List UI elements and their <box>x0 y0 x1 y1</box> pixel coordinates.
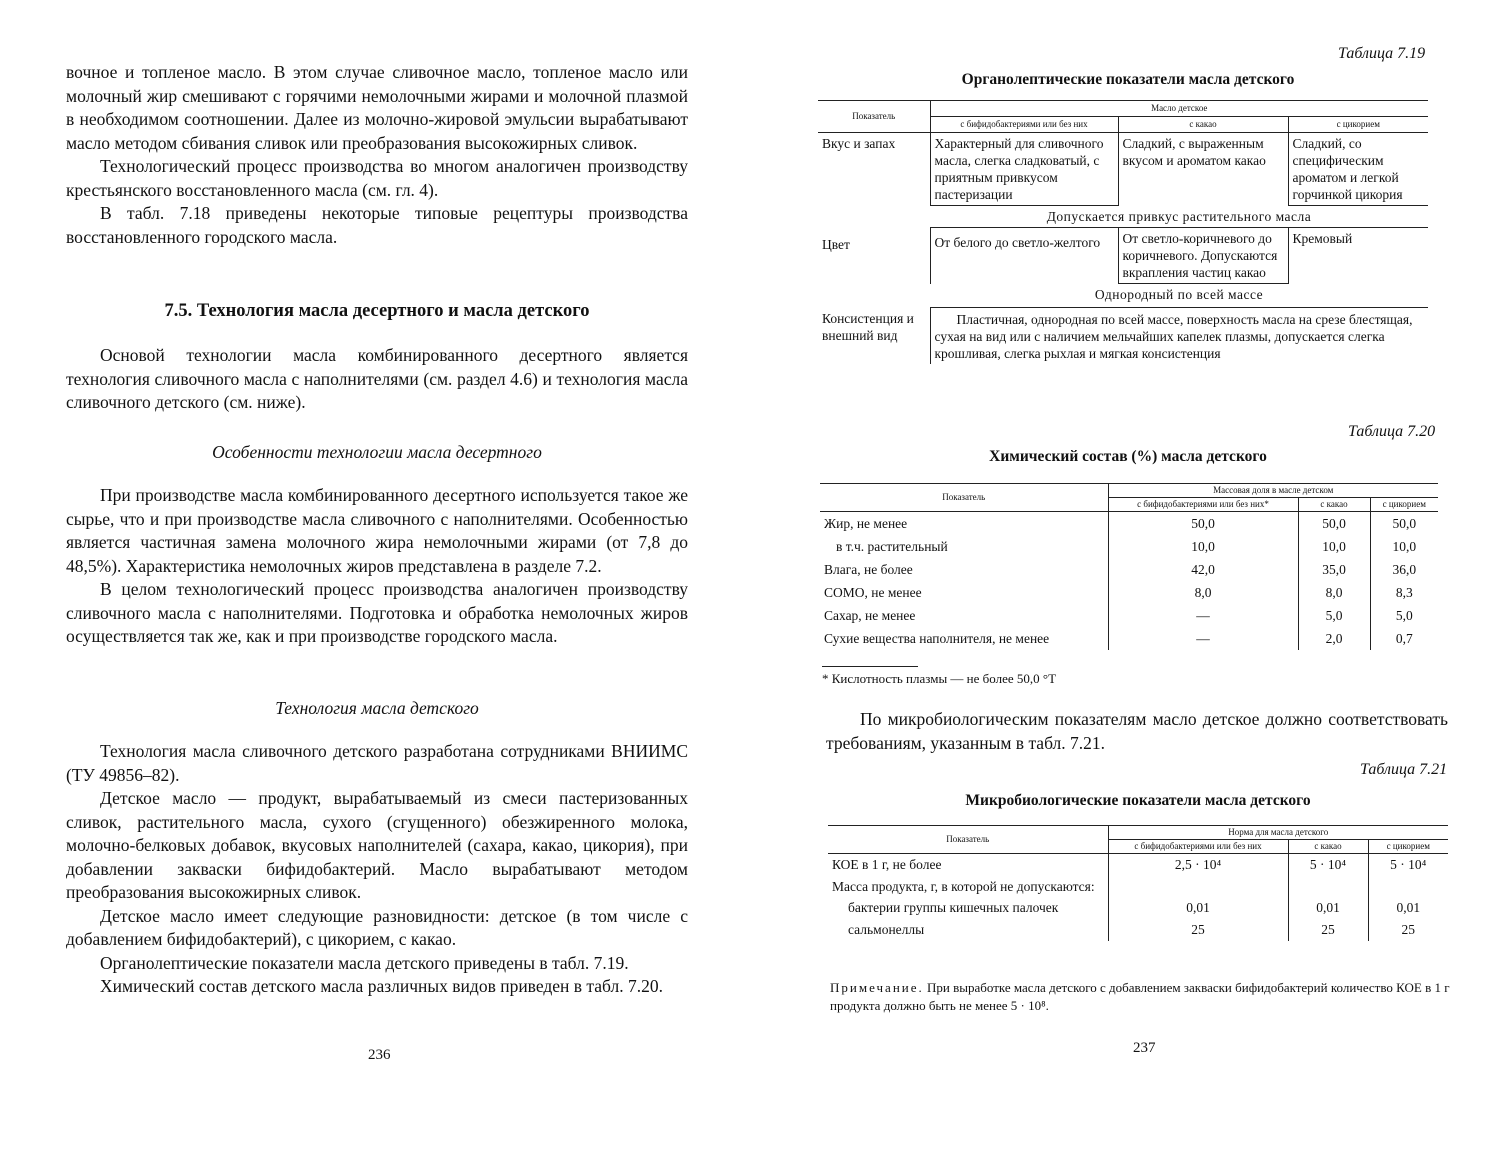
left-body-children <box>66 740 688 999</box>
header-indicator: Показатель <box>828 826 1108 854</box>
table-row <box>820 512 1438 536</box>
table-row <box>818 308 1428 365</box>
cell: 0,01 <box>1368 897 1448 919</box>
cell: 2,0 <box>1298 627 1370 650</box>
row-label: в т.ч. растительный <box>836 539 948 554</box>
page-number: 237 <box>1133 1040 1156 1056</box>
cell: 0,7 <box>1370 627 1438 650</box>
paragraph: Технология масла сливочного детского разработана сотрудниками ВНИИМС (ТУ 49856–82). <box>66 741 688 785</box>
header-indicator: Показатель <box>820 484 1108 512</box>
note-label: Примечание. <box>830 980 924 995</box>
paragraph: вочное и топленое масло. В этом случае сливочное масло, топленое масло или молочный жир смешивают с горячими немолочными жирами и молочной плазмой в необходимом соотношении. Далее из молочно-жировой эмульсии вырабатывают масло методом сбивания сливок или преобразования высокожирных сливок. <box>66 62 688 153</box>
table-row <box>820 581 1438 604</box>
table-7-21 <box>828 825 1448 941</box>
row-label: Сахар, не менее <box>824 608 916 623</box>
cell: От светло-коричневого до коричневого. Допускаются вкрапления частиц какао <box>1118 228 1288 284</box>
span-cell: Пластичная, однородная по всей массе, поверхность масла на срезе блестящая, сухая на вид или с наличием мельчайших капелек плазмы, допускается слегка крошливая, слегка рыхлая и мягкая консистенция <box>930 308 1428 365</box>
cell: 50,0 <box>1370 512 1438 536</box>
row-label: бактерии группы кишечных палочек <box>848 900 1059 915</box>
cell: 25 <box>1108 919 1288 941</box>
table-row <box>828 919 1448 941</box>
table-label: Таблица 7.21 <box>1360 761 1448 778</box>
header-cocoa: с какао <box>1288 840 1368 854</box>
row-label: Цвет <box>822 236 850 252</box>
cell: Сладкий, со специфическим ароматом и легкой горчинкой цикория <box>1288 133 1428 206</box>
header-chicory: с цикорием <box>1368 840 1448 854</box>
cell: — <box>1108 604 1298 627</box>
header-group: Норма для масла детского <box>1108 826 1448 840</box>
row-label: Влага, не более <box>824 562 913 577</box>
cell: 2,5 · 10⁴ <box>1108 854 1288 877</box>
row-label: сальмонеллы <box>848 922 925 937</box>
table-row <box>818 133 1428 206</box>
cell: 5,0 <box>1370 604 1438 627</box>
table-row <box>820 558 1438 581</box>
cell: 0,01 <box>1108 897 1288 919</box>
row-label: Жир, не менее <box>824 516 908 531</box>
cell: 10,0 <box>1370 535 1438 558</box>
header-chicory: с цикорием <box>1288 117 1428 133</box>
table-row <box>818 284 1428 308</box>
section-title: 7.5. Технология масла десертного и масла детского <box>164 301 590 321</box>
row-label: КОЕ в 1 г, не более <box>832 857 942 872</box>
cell: 35,0 <box>1298 558 1370 581</box>
header-indicator: Показатель <box>818 101 930 133</box>
paragraph: В табл. 7.18 приведены некоторые типовые рецептуры производства восстановленного городского масла. <box>66 203 688 247</box>
cell: 42,0 <box>1108 558 1298 581</box>
header-group: Массовая доля в масле детском <box>1108 484 1438 498</box>
header-bifido: с бифидобактериями или без них* <box>1108 498 1298 512</box>
table-row <box>818 228 1428 284</box>
paragraph: Органолептические показатели масла детского приведены в табл. 7.19. <box>100 952 629 973</box>
cell: 5 · 10⁴ <box>1288 854 1368 877</box>
header-cocoa: с какао <box>1298 498 1370 512</box>
footnote-rule <box>822 666 918 667</box>
cell: От белого до светло-желтого <box>930 228 1118 284</box>
left-body-dessert <box>66 484 688 649</box>
paragraph: Детское масло имеет следующие разновидности: детское (в том числе с добавлением бифидобактерий), с цикорием, с какао. <box>66 905 688 949</box>
cell: 10,0 <box>1298 535 1370 558</box>
cell: 0,01 <box>1288 897 1368 919</box>
row-label: Сухие вещества наполнителя, не менее <box>824 631 1050 646</box>
table-row <box>820 627 1438 650</box>
cell: 8,0 <box>1108 581 1298 604</box>
paragraph: В целом технологический процесс производства аналогичен производству сливочного масла с наполнителями. Подготовка и обработка немолочных жиров осуществляется так же, как и при производстве городского масла. <box>66 579 688 646</box>
table-row <box>820 535 1438 558</box>
table-row <box>820 604 1438 627</box>
table-title: Микробиологические показатели масла детского <box>965 792 1311 809</box>
cell: 25 <box>1368 919 1448 941</box>
row-label: Вкус и запах <box>822 136 896 151</box>
note <box>830 979 1456 1015</box>
cell: 25 <box>1288 919 1368 941</box>
paragraph: Химический состав детского масла различных видов приведен в табл. 7.20. <box>100 976 664 996</box>
header-cocoa: с какао <box>1118 117 1288 133</box>
cell: 5 · 10⁴ <box>1368 854 1448 877</box>
cell: 8,0 <box>1298 581 1370 604</box>
header-bifido: с бифидобактериями или без них <box>930 117 1118 133</box>
left-body-intro <box>66 344 688 415</box>
table-title: Органолептические показатели масла детского <box>961 71 1295 88</box>
right-page <box>748 0 1496 1151</box>
footnote: * Кислотность плазмы — не более 50,0 °Т <box>822 671 1057 686</box>
cell: Характерный для сливочного масла, слегка сладковатый, с приятным привкусом пастеризации <box>930 133 1118 206</box>
paragraph: Основой технологии масла комбинированного десертного является технология сливочного масла с наполнителями (см. раздел 4.6) и технология масла сливочного детского (см. ниже). <box>66 345 688 412</box>
header-chicory: с цикорием <box>1370 498 1438 512</box>
paragraph: Технологический процесс производства во многом аналогичен производству крестьянского восстановленного масла (см. гл. 4). <box>66 156 688 200</box>
cell: 50,0 <box>1108 512 1298 536</box>
cell: Кремовый <box>1288 228 1428 284</box>
paragraph: При производстве масла комбинированного десертного используется такое же сырье, что и при производстве масла сливочного с наполнителями. Особенностью является частичная замена молочного жира немолочными жирами (от 7,8 до 48,5%). Характеристика немолочных жиров представлена в разделе 7.2. <box>66 485 688 576</box>
row-label: Масса продукта, г, в которой не допускаются: <box>832 879 1095 894</box>
table-title: Химический состав (%) масла детского <box>989 448 1267 465</box>
header-bifido: с бифидобактериями или без них <box>1108 840 1288 854</box>
subsection-title: Особенности технологии масла десертного <box>212 442 542 462</box>
paragraph: Детское масло — продукт, вырабатываемый из смеси пастеризованных сливок, растительного масла, сухого (сгущенного) обезжиренного молока, молочно-белковых добавок, вкусовых наполнителей (сахара, какао, цикория), при добавлении закваски бифидобактерий. Масло вырабатывают методом преобразования высокожирных сливок. <box>66 788 688 902</box>
header-group: Масло детское <box>930 101 1428 117</box>
note-text: При выработке масла детского с добавлением закваски бифидобактерий количество КОЕ в 1 г продукта должно быть не менее 5 · 10⁸. <box>830 980 1450 1013</box>
table-label: Таблица 7.19 <box>1338 45 1426 62</box>
table-label: Таблица 7.20 <box>1348 423 1436 440</box>
page-number: 236 <box>368 1047 391 1063</box>
row-label: СОМО, не менее <box>824 585 922 600</box>
cell: — <box>1108 627 1298 650</box>
table-row <box>818 206 1428 228</box>
table-7-19 <box>818 100 1428 364</box>
row-label: Консистенция и внешний вид <box>822 310 914 343</box>
table-row <box>828 854 1448 877</box>
paragraph: По микробиологическим показателям масло детское должно соответствовать требованиям, указанным в табл. 7.21. <box>826 709 1448 753</box>
cell: Сладкий, с выраженным вкусом и ароматом какао <box>1118 133 1288 206</box>
cell: 36,0 <box>1370 558 1438 581</box>
table-row <box>828 897 1448 919</box>
table-7-20 <box>820 483 1438 650</box>
cell: 10,0 <box>1108 535 1298 558</box>
subsection-title: Технология масла детского <box>275 698 479 718</box>
span-cell: Однородный по всей массе <box>1094 287 1264 302</box>
cell: 8,3 <box>1370 581 1438 604</box>
table-row <box>828 876 1448 897</box>
span-cell: Допускается привкус растительного масла <box>1046 209 1312 224</box>
cell: 5,0 <box>1298 604 1370 627</box>
left-body-top <box>66 61 688 249</box>
cell: 50,0 <box>1298 512 1370 536</box>
